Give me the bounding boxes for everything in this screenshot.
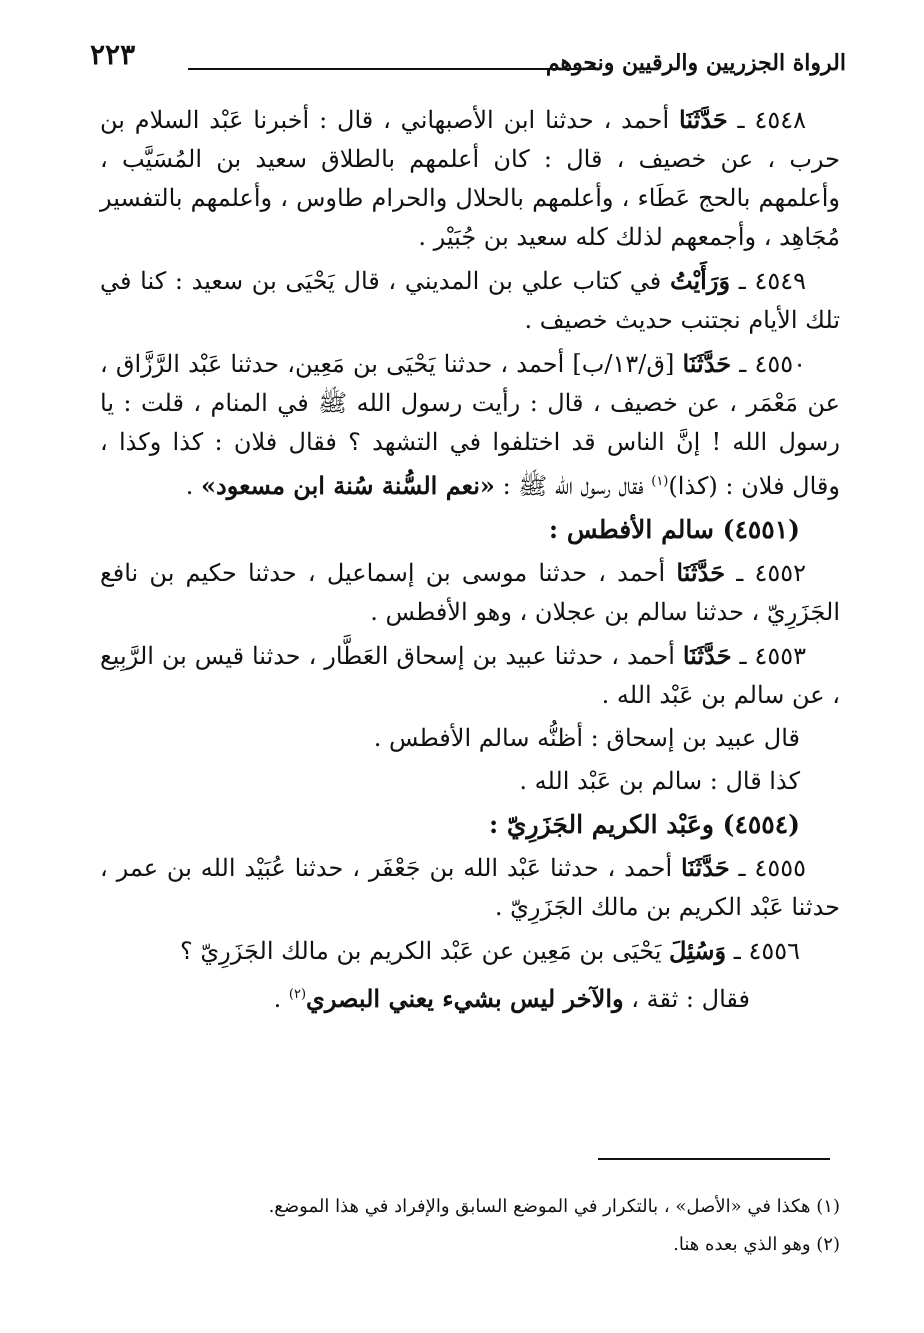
hadith-text: أحمد ، حدثنا ابن الأصبهاني ، قال : أخبرنا عَبْد السلام بن حرب ، عن خصيف ، قال : كان أعلمهم بالطلاق سعيد بن المُسَيَّب ، وأعلمهم بالحج عَطَاء ، وأعلمهم بالحلال والحرام طاوس ، وأعلمهم بالتفسير مُجَاهِد ، وأجمعهم لذلك كله سعيد بن جُبَيْر . <box>100 106 840 251</box>
footnote-separator <box>598 1158 830 1160</box>
paragraph <box>100 762 840 801</box>
hadith-number: ٤٥٥٣ <box>754 642 806 670</box>
hadith-text: أحمد ، حدثنا عَبْد الله بن جَعْفَر ، حدثنا عُبَيْد الله بن عمر ، حدثنا عَبْد الكريم بن مالك الجَزَرِيّ . <box>100 854 840 921</box>
running-title: الرواة الجزريين والرقيين ونحوهم <box>545 50 846 76</box>
hadith-text: أحمد ، حدثنا موسى بن إسماعيل ، حدثنا حكيم بن نافع الجَزَرِيّ ، حدثنا سالم بن عجلان ، وهو الأفطس . <box>100 559 840 626</box>
footnote-marker: (٢) <box>288 987 307 1002</box>
plain-text: فقال : ثقة ، <box>631 985 750 1013</box>
footnote-marker: (١) <box>651 474 669 489</box>
hadith-lead: حَدَّثَنَا <box>679 105 728 134</box>
footnote: (١) هكذا في «الأصل» ، بالتكرار في الموضع السابق والإفراد في هذا الموضع. <box>268 1196 840 1217</box>
page-number: ٢٢٣ <box>90 38 136 71</box>
section-heading: (٤٥٥١) سالم الأفطس : <box>548 515 800 544</box>
hadith-text: أحمد ، حدثنا عبيد بن إسحاق العَطَّار ، حدثنا قيس بن الرَّبِيع ، عن سالم بن عَبْد الله . <box>100 642 840 709</box>
plain-text: قال عبيد بن إسحاق : أظنُّه سالم الأفطس . <box>373 724 800 752</box>
hadith-lead: وَسُئِلَ <box>669 936 727 965</box>
sentence-end: . <box>185 472 194 500</box>
plain-text: كذا قال : سالم بن عَبْد الله . <box>519 767 800 795</box>
paragraph: ٤٥٤٩ ـ وَرَأَيْتُ في كتاب علي بن المديني ، قال يَحْيَى بن سعيد : كنا في تلك الأيام نجتنب حديث خصيف . <box>100 266 840 334</box>
hadith-number: ٤٥٤٨ <box>754 106 806 134</box>
paragraph: ٤٥٥٦ ـ وَسُئِلَ يَحْيَى بن مَعِين عن عَبْد الكريم بن مالك الجَزَرِيّ ؟ <box>180 936 800 965</box>
hadith-text: [ق/١٣/ب] أحمد ، حدثنا يَحْيَى بن مَعِين، حدثنا عَبْد الرَّزَّاق ، عن مَعْمَر ، عن خصيف ، قال : رأيت رسول الله ﷺ في المنام ، قلت : يا رسول الله ! إنَّ الناس قد اختلفوا في التشهد ؟ فقال فلان : كذا وكذا ، وقال فلان : (كذا) <box>100 350 840 500</box>
paragraph: ٤٥٥٣ ـ حَدَّثَنَا أحمد ، حدثنا عبيد بن إسحاق العَطَّار ، حدثنا قيس بن الرَّبِيع ، عن سالم بن عَبْد الله . <box>100 641 840 709</box>
paragraph: ٤٥٥٠ ـ حَدَّثَنَا [ق/١٣/ب] أحمد ، حدثنا يَحْيَى بن مَعِين، حدثنا عَبْد الرَّزَّاق ، عن مَعْمَر ، عن خصيف ، قال : رأيت رسول الله ﷺ في المنام ، قلت : يا رسول الله ! إنَّ الناس قد اختلفوا في التشهد ؟ فقال فلان : كذا وكذا ، وقال فلان : (كذا)$^{(١)}$ فقال رسول الله ﷺ : «نعم السُّنة سُنة ابن مسعود» . <box>100 349 840 500</box>
emphasized-quote: والآخر ليس بشيء يعني البصري <box>306 984 624 1013</box>
paragraph: ٤٥٤٨ ـ حَدَّثَنَا أحمد ، حدثنا ابن الأصبهاني ، قال : أخبرنا عَبْد السلام بن حرب ، عن خصيف ، قال : كان أعلمهم بالطلاق سعيد بن المُسَيَّب ، وأعلمهم بالحج عَطَاء ، وأعلمهم بالحلال والحرام طاوس ، وأعلمهم بالتفسير مُجَاهِد ، وأجمعهم لذلك كله سعيد بن جُبَيْر . <box>100 105 840 251</box>
footnote: (٢) وهو الذي بعده هنا. <box>673 1234 840 1255</box>
hadith-lead: حَدَّثَنَا <box>676 558 726 587</box>
paragraph: ٤٥٥٢ ـ حَدَّثَنَا أحمد ، حدثنا موسى بن إسماعيل ، حدثنا حكيم بن نافع الجَزَرِيّ ، حدثنا سالم بن عجلان ، وهو الأفطس . <box>100 558 840 626</box>
hadith-lead: حَدَّثَنَا <box>680 853 730 882</box>
footnotes <box>100 1188 840 1264</box>
hadith-number: ٤٥٥٥ <box>754 854 806 882</box>
hadith-lead: وَرَأَيْتُ <box>669 266 731 295</box>
hadith-text: في كتاب علي بن المديني ، قال يَحْيَى بن سعيد : كنا في تلك الأيام نجتنب حديث خصيف . <box>100 267 840 334</box>
hadith-number: ٤٥٥٠ <box>754 350 806 378</box>
paragraph: ٤٥٥٥ ـ حَدَّثَنَا أحمد ، حدثنا عَبْد الله بن جَعْفَر ، حدثنا عُبَيْد الله بن عمر ، حدثنا عَبْد الكريم بن مالك الجَزَرِيّ . <box>100 853 840 921</box>
sentence-end: . <box>273 985 282 1013</box>
hadith-text: يَحْيَى بن مَعِين عن عَبْد الكريم بن مالك الجَزَرِيّ ؟ <box>180 937 662 965</box>
section-heading: (٤٥٥٤) وعَبْد الكريم الجَزَرِيّ : <box>489 810 800 839</box>
hadith-number: ٤٥٤٩ <box>754 267 806 295</box>
hadith-number: ٤٥٥٢ <box>754 559 806 587</box>
emphasized-quote: «نعم السُّنة سُنة ابن مسعود» <box>201 471 495 500</box>
page-header <box>70 34 846 78</box>
hadith-text-cont: فقال رسول الله ﷺ : <box>502 472 644 500</box>
hadith-lead: حَدَّثَنَا <box>682 349 732 378</box>
paragraph <box>100 719 840 758</box>
body-text <box>100 100 840 1023</box>
hadith-number: ٤٥٥٦ <box>748 937 800 965</box>
header-rule <box>188 68 596 70</box>
hadith-lead: حَدَّثَنَا <box>682 641 732 670</box>
paragraph <box>100 975 840 1019</box>
